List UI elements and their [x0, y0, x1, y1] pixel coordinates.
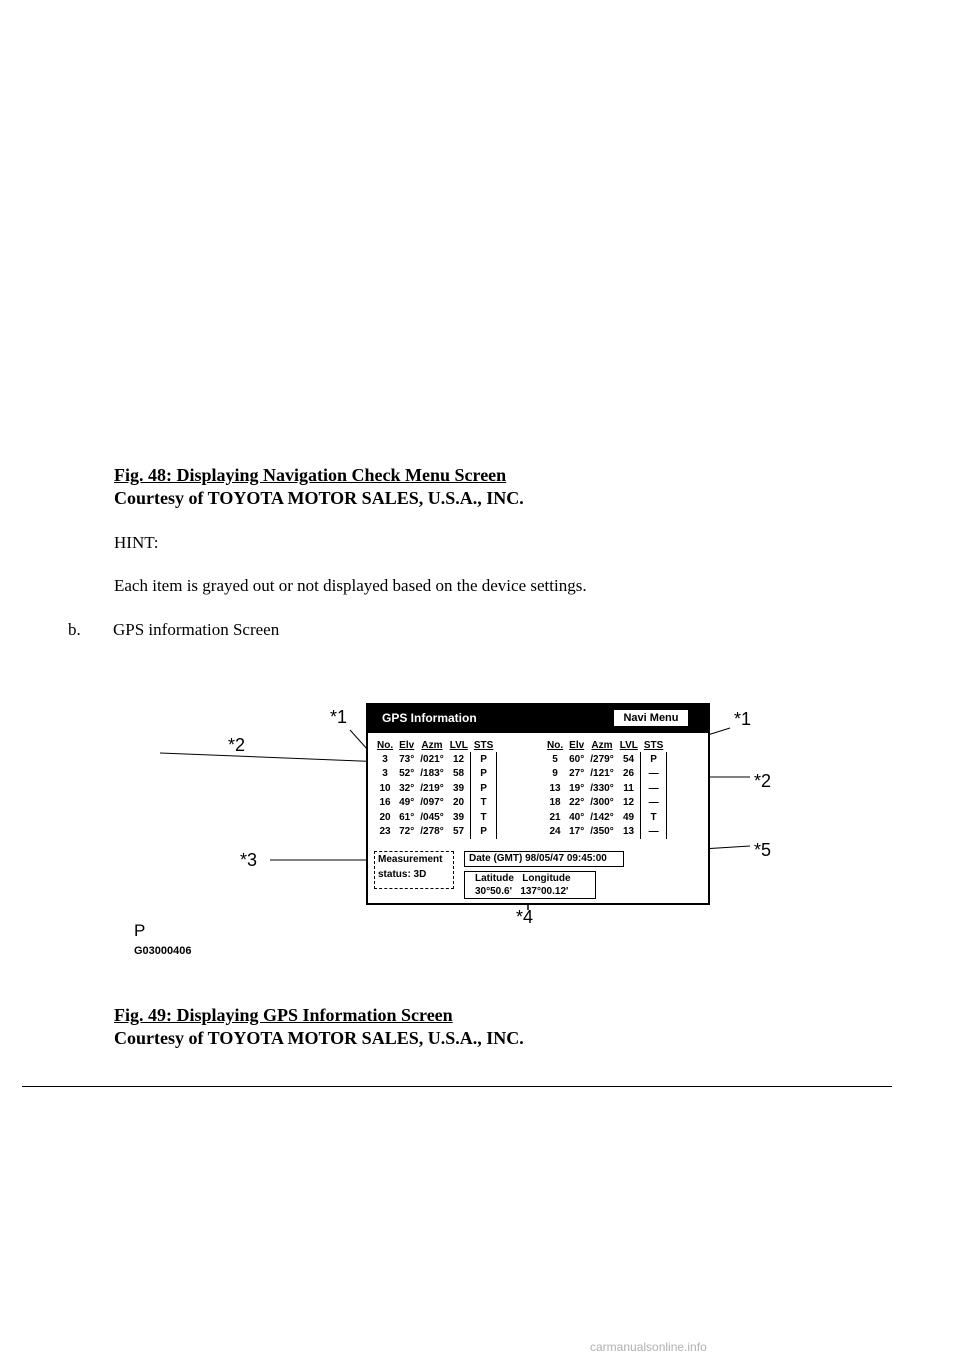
satellite-cell: 52°: [399, 768, 415, 780]
satellite-cell: 10: [379, 782, 391, 794]
satellite-cell: 21: [549, 811, 561, 823]
measurement-line: status: 3D: [378, 869, 427, 880]
satellite-cell: P: [641, 752, 666, 767]
satellite-cell: —: [641, 825, 666, 840]
satellite-cell: T: [471, 796, 496, 811]
fig49-courtesy: Courtesy of TOYOTA MOTOR SALES, U.S.A., INC.: [114, 1028, 524, 1048]
figure-code: G03000406: [134, 945, 192, 957]
satellite-cell: 60°: [569, 753, 585, 765]
callout-4: *4: [516, 907, 534, 927]
satellite-cell: 73°: [399, 753, 415, 765]
satellite-cell: 58: [452, 768, 465, 780]
satellite-row: [374, 796, 496, 811]
fig48-title: Fig. 48: Displaying Navigation Check Menu Screen: [114, 465, 507, 485]
satellite-cell: /045°: [420, 811, 444, 823]
horizontal-rule: [22, 1086, 892, 1087]
satellite-cell: 20: [379, 811, 391, 823]
navi-menu-button[interactable]: Navi Menu: [614, 710, 688, 726]
satellite-cell: 9: [552, 768, 558, 780]
satellite-cell: 18: [549, 797, 561, 809]
satellite-cell: 39: [452, 811, 465, 823]
satellite-row: [374, 781, 496, 796]
satellite-cell: P: [471, 781, 496, 796]
gps-screen: [366, 703, 710, 905]
figure-p-label: P: [134, 921, 146, 940]
satellite-cell: 16: [379, 797, 391, 809]
satellite-cell: —: [641, 767, 666, 782]
date-gmt: Date (GMT) 98/05/47 09:45:00: [464, 851, 624, 867]
satellite-cell: —: [641, 781, 666, 796]
satellite-cell: 20: [452, 797, 465, 809]
satellite-cell: 49°: [399, 797, 415, 809]
position-box: [464, 871, 596, 899]
satellite-cell: 72°: [399, 826, 415, 838]
satellite-cell: T: [641, 810, 666, 825]
satellite-cell: 57: [452, 826, 465, 838]
satellite-row: [374, 825, 496, 840]
hint-label: HINT:: [114, 533, 159, 552]
satellite-cell: 49: [622, 811, 635, 823]
screen-title: GPS Information: [382, 711, 477, 725]
satellite-row: [544, 752, 666, 767]
callout-2-left: *2: [228, 735, 246, 755]
position-values: [475, 885, 595, 898]
list-marker: b.: [68, 620, 81, 639]
satellite-row: [544, 767, 666, 782]
satellite-cell: 26: [622, 768, 635, 780]
list-text: GPS information Screen: [113, 620, 280, 639]
callout-2-right: *2: [754, 771, 772, 791]
satellite-cell: 11: [623, 782, 634, 794]
longitude-label: Longitude: [522, 873, 571, 884]
satellite-cell: 54: [622, 753, 635, 765]
latitude-value: 30°50.6': [475, 886, 512, 897]
callout-5: *5: [754, 840, 772, 860]
list-item-gps: [68, 620, 279, 640]
satellite-cell: T: [471, 810, 496, 825]
satellite-table-right: [544, 738, 667, 839]
gps-figure: [120, 695, 820, 970]
col-header: No.: [547, 739, 564, 751]
callout-3: *3: [240, 850, 258, 870]
satellite-cell: 61°: [399, 811, 415, 823]
satellite-cell: /183°: [420, 768, 444, 780]
satellite-row: [544, 825, 666, 840]
satellite-table-left: [374, 738, 497, 839]
col-header: Azm: [421, 739, 443, 751]
col-header: STS: [643, 739, 664, 751]
satellite-row: [544, 796, 666, 811]
col-header: STS: [473, 739, 494, 751]
col-header: Elv: [399, 739, 415, 751]
satellite-cell: 12: [452, 753, 465, 765]
satellite-row: [374, 767, 496, 782]
satellite-cell: P: [471, 767, 496, 782]
satellite-cell: P: [471, 752, 496, 767]
hint-text: Each item is grayed out or not displayed based on the device settings.: [114, 576, 587, 595]
satellite-cell: 27°: [569, 768, 585, 780]
satellite-cell: 12: [622, 797, 635, 809]
callout-1-left: *1: [330, 707, 348, 727]
satellite-cell: 23: [379, 826, 391, 838]
satellite-cell: /021°: [420, 753, 444, 765]
col-header: Azm: [591, 739, 613, 751]
latitude-label: Latitude: [475, 873, 514, 884]
satellite-cell: 39: [452, 782, 465, 794]
satellite-row: [544, 810, 666, 825]
col-header: Elv: [569, 739, 585, 751]
fig48-courtesy: Courtesy of TOYOTA MOTOR SALES, U.S.A., INC.: [114, 488, 524, 508]
satellite-cell: P: [471, 825, 496, 840]
satellite-cell: /350°: [590, 826, 614, 838]
satellite-cell: /121°: [590, 768, 614, 780]
col-header: No.: [377, 739, 394, 751]
footer-watermark: carmanualsonline.info: [590, 1340, 707, 1354]
satellite-cell: 17°: [569, 826, 585, 838]
satellite-cell: 22°: [569, 797, 585, 809]
col-header: LVL: [449, 739, 468, 751]
satellite-cell: 24: [549, 826, 561, 838]
satellite-cell: 3: [382, 768, 388, 780]
satellite-row: [374, 810, 496, 825]
measurement-status: [374, 851, 454, 889]
satellite-cell: /300°: [590, 797, 614, 809]
satellite-row: [374, 752, 496, 767]
satellite-cell: 13: [622, 826, 635, 838]
satellite-cell: —: [641, 796, 666, 811]
satellite-cell: /097°: [420, 797, 444, 809]
satellite-cell: 40°: [569, 811, 585, 823]
satellite-cell: 3: [382, 753, 388, 765]
satellite-cell: /278°: [420, 826, 444, 838]
satellite-cell: 5: [552, 753, 558, 765]
callout-1-right: *1: [734, 709, 752, 729]
satellite-cell: 32°: [399, 782, 415, 794]
position-labels: [475, 872, 595, 885]
satellite-cell: /219°: [420, 782, 444, 794]
screen-header: [368, 705, 708, 733]
satellite-cell: 19°: [569, 782, 585, 794]
satellite-cell: /330°: [590, 782, 614, 794]
fig49-title: Fig. 49: Displaying GPS Information Screen: [114, 1005, 453, 1025]
measurement-line: Measurement: [378, 854, 443, 865]
col-header: LVL: [619, 739, 638, 751]
satellite-cell: /279°: [590, 753, 614, 765]
satellite-cell: /142°: [590, 811, 614, 823]
satellite-row: [544, 781, 666, 796]
longitude-value: 137°00.12': [520, 886, 569, 897]
satellite-cell: 13: [549, 782, 561, 794]
